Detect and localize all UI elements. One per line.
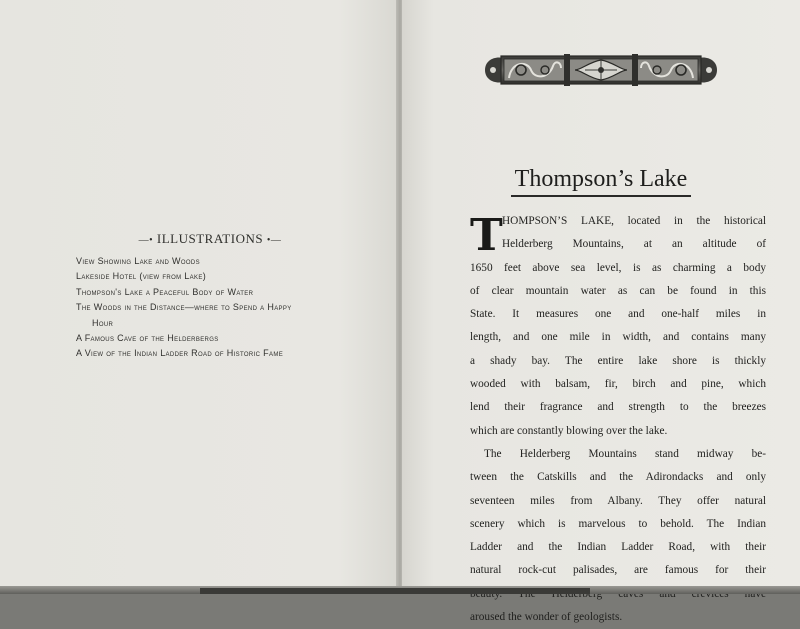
text-line: Helderberg Mountains, at an altitude of xyxy=(502,238,766,251)
list-item: View Showing Lake and Woods xyxy=(76,256,200,266)
text-line: 1650 feet above sea level, is as charming a body xyxy=(470,261,766,274)
title-underline xyxy=(511,195,691,197)
list-item: Lakeside Hotel (view from Lake) xyxy=(76,271,207,282)
text-line: length, and one mile in width, and contains many xyxy=(470,331,766,344)
paragraph-1 xyxy=(470,210,766,443)
illustrations-heading xyxy=(130,231,290,247)
text-line: The Helderberg Mountains stand midway be- xyxy=(484,447,766,460)
scanner-bar xyxy=(200,588,590,594)
text-line: aroused the wonder of geologists. xyxy=(470,611,623,624)
list-item: Hour xyxy=(92,317,114,328)
text-line: natural rock-cut palisades, are famous for their xyxy=(470,564,766,577)
drop-cap: T xyxy=(470,210,503,261)
paragraph-2 xyxy=(470,443,766,629)
list-item: A View of the Indian Ladder Road of Historic Fame xyxy=(76,348,284,359)
text-line: tween the Catskills and the Adirondacks and only xyxy=(470,471,766,484)
text-line: lend their fragrance and strength to the breezes xyxy=(470,401,766,414)
text-line: of clear mountain water as can be found in this xyxy=(470,284,766,297)
text-line: Ladder and the Indian Ladder Road, with their xyxy=(470,541,766,554)
text-line: HOMPSON’S LAKE, located in the historical xyxy=(502,215,766,227)
illustrations-list xyxy=(76,254,376,362)
ornament-banner xyxy=(481,48,721,92)
text-line: which are constantly blowing over the lake. xyxy=(470,424,668,437)
text-line: wooded with balsam, fir, birch and pine, which xyxy=(470,378,766,391)
text-line: seventeen miles from Albany. They offer natural xyxy=(470,494,766,507)
heading-text: ILLUSTRATIONS xyxy=(156,231,264,246)
list-item: Thompson's Lake a Peaceful Body of Water xyxy=(76,286,254,297)
text-line: a shady bay. The entire lake shore is thickly xyxy=(470,354,766,367)
heading-dash-right: •— xyxy=(266,235,282,246)
heading-dash-left: —• xyxy=(138,235,154,246)
text-line: State. It measures one and one-half miles in xyxy=(470,308,766,321)
page-title: Thompson’s Lake xyxy=(514,166,688,192)
left-page xyxy=(0,0,398,588)
list-item: The Woods in the Distance—where to Spend a Happy xyxy=(76,302,292,313)
body-text xyxy=(470,210,766,629)
text-line: scenery which is marvelous to behold. The Indian xyxy=(470,517,766,530)
list-item: A Famous Cave of the Helderbergs xyxy=(76,333,219,344)
